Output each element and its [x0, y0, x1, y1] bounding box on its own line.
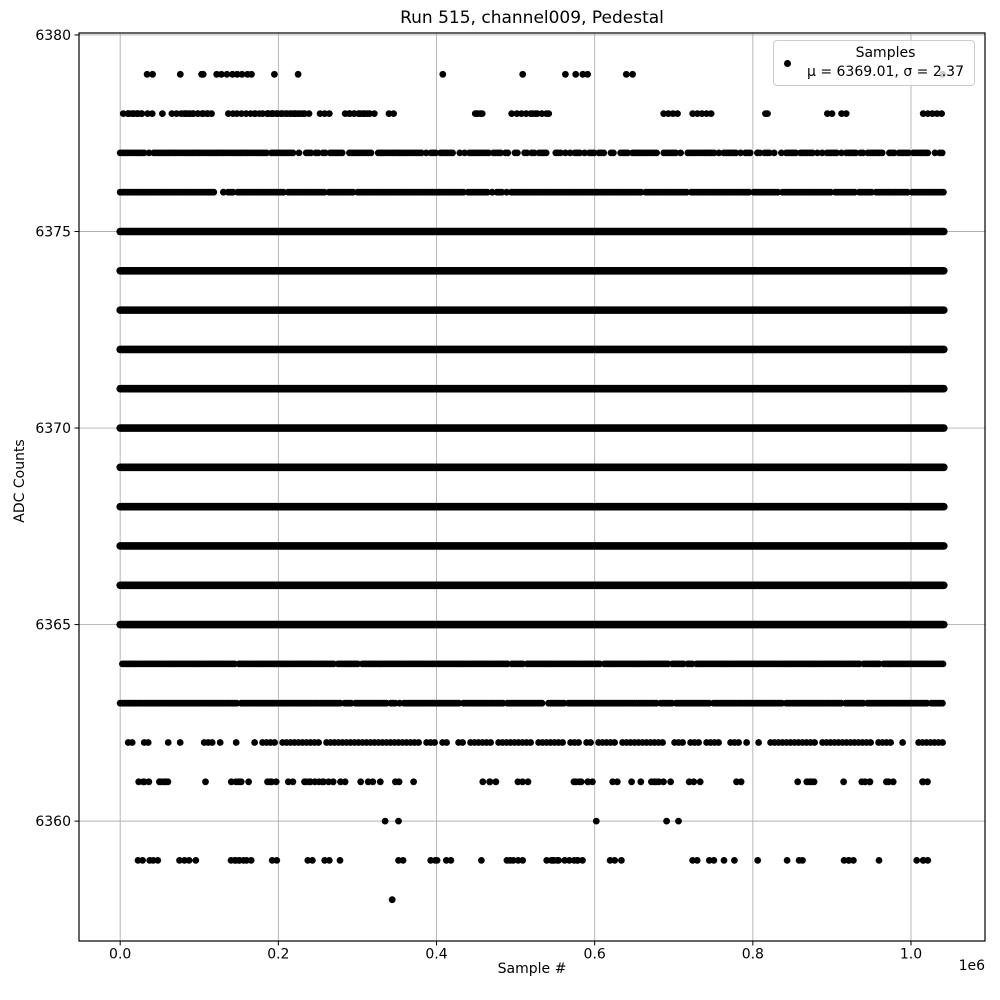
legend-text [803, 44, 968, 82]
x-tick-label: 1.0 [899, 946, 923, 963]
legend-label-samples: Samples [855, 45, 916, 61]
legend-label-stats: μ = 6369.01, σ = 2.37 [806, 64, 964, 80]
grid-layer [79, 33, 985, 941]
x-tick-label: 0.6 [583, 946, 606, 963]
legend-box [773, 40, 975, 86]
x-axis-label: Sample # [497, 961, 567, 977]
legend-marker-dot [784, 60, 791, 67]
data-layer [117, 71, 947, 903]
x-tick-label: 0.8 [741, 946, 764, 963]
x-axis-offset-label: 1e6 [958, 958, 985, 974]
y-tick-label: 6375 [35, 224, 71, 241]
y-tick-label: 6380 [35, 27, 71, 44]
x-tick-label: 0.2 [267, 946, 290, 963]
axis-layer [35, 28, 985, 963]
y-axis-label: ADC Counts [12, 439, 28, 523]
x-tick-label: 0.4 [425, 946, 448, 963]
y-tick-label: 6365 [35, 617, 71, 634]
y-tick-label: 6370 [35, 421, 71, 438]
x-tick-label: 0.0 [109, 946, 132, 963]
chart-title: Run 515, channel009, Pedestal [400, 8, 664, 28]
y-tick-label: 6360 [35, 814, 71, 831]
